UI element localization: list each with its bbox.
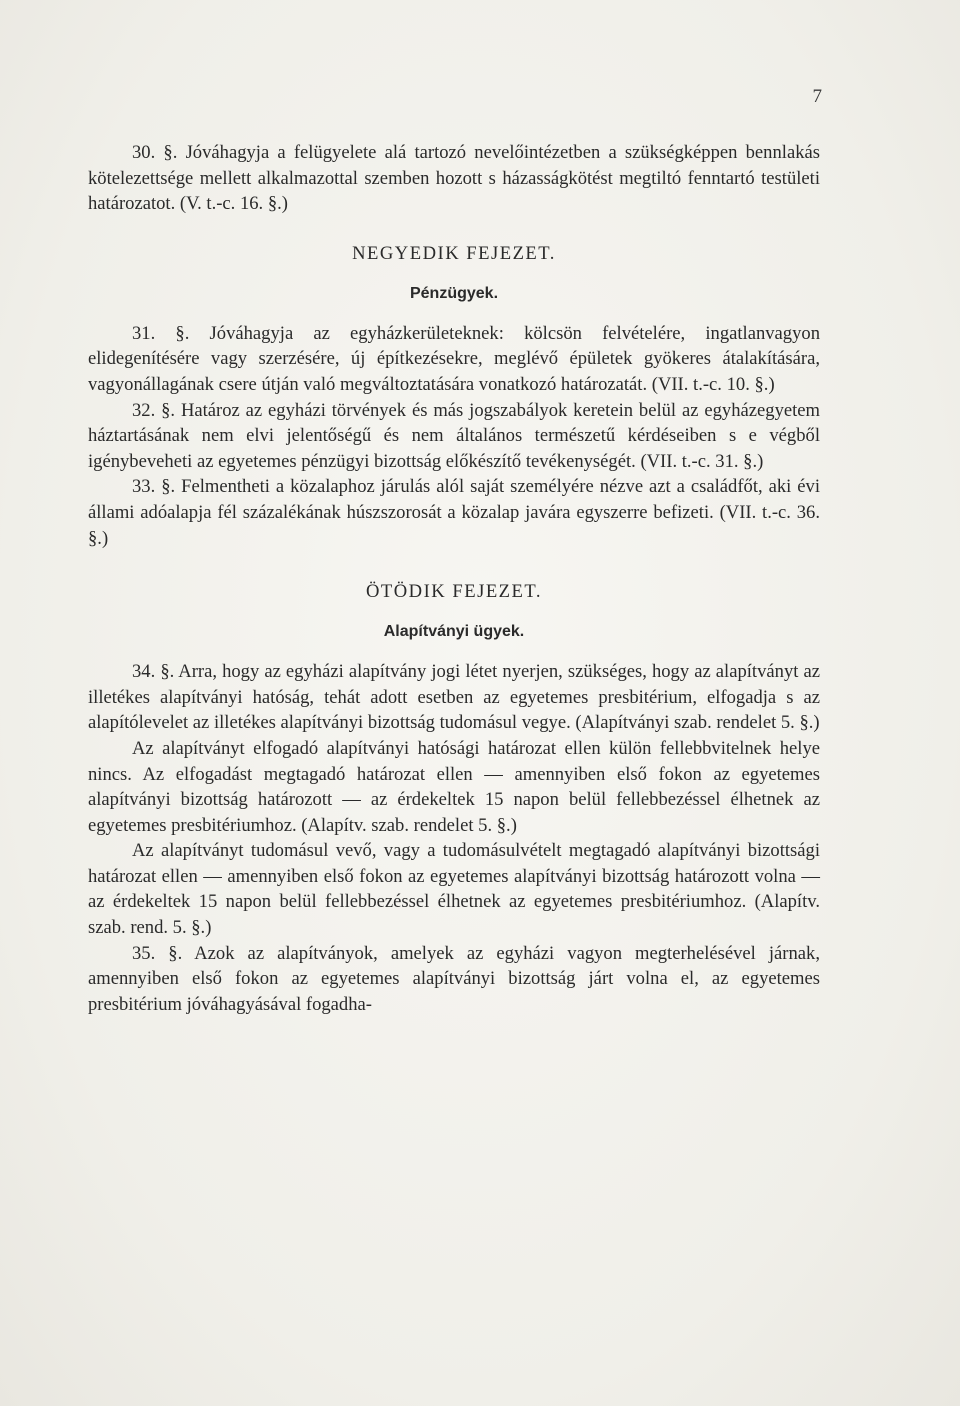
paragraph-32: 32. §. Határoz az egyházi törvények és más jogszabályok keretein belül az egyházegyetem háztartásának nem elvi jelentőségű és nem általános természetű kérdéseiben s e végből igénybeveheti az egyetemes pénzügyi bizottság előkészítő tevékenységét. (VII. t.-c. 31. §.) (88, 399, 820, 472)
paragraph-35: 35. §. Azok az alapítványok, amelyek az egyházi vagyon megterhelésével járnak, amennyiben első fokon az egyetemes alapítványi bizottság járt volna el, az egyetemes presbitérium jóváhagyásával fogadha- (88, 942, 820, 1015)
chapter-title-4: NEGYEDIK FEJEZET. (352, 242, 556, 264)
page-number: 7 (812, 86, 822, 107)
paragraph-31: 31. §. Jóváhagyja az egyházkerületeknek: kölcsön felvételére, ingatlanvagyon elidegenítésére vagy szerzésére, új építkezésekre, meglévő épületek gyökeres átalakítására, vagyonállagának csere útján való megváltoztatására vonatkozó határozatát. (VII. t.-c. 10. §.) (88, 322, 820, 395)
paragraph-34: 34. §. Arra, hogy az egyházi alapítvány jogi létet nyerjen, szükséges, hogy az alapítványt az illetékes alapítványi hatóság, tehát adott esetben az egyetemes presbitérium, elfogadja s az alapítólevelet az illetékes alapítványi bizottság tudomásul vegye. (Alapítványi szab. rendelet 5. §.) (88, 661, 820, 734)
paragraph-34-acknowledgement: Az alapítványt tudomásul vevő, vagy a tudomásulvételt megtagadó alapítványi bizottsági határozat ellen — amennyiben első fokon az egyetemes alapítványi bizottság határozott volna — az érdekeltek 15 napon belül fellebbezéssel élhetnek az egyetemes presbitériumhoz. (Alapítv. szab. rend. 5. §.) (88, 840, 820, 939)
chapter-subtitle-5: Alapítványi ügyek. (383, 623, 525, 641)
chapter-subtitle-4: Pénzügyek. (409, 284, 499, 302)
paragraph-33: 33. §. Felmentheti a közalaphoz járulás alól saját személyére nézve azt a családfőt, aki évi állami adóalapja fél százalékának húszszorosát a közalap javára egyszerre befizeti. (VII. t.-c. 36. §.) (88, 476, 820, 549)
paragraph-30: 30. §. Jóváhagyja a felügyelete alá tartozó nevelőintézetben a szükségképpen bennlakás kötelezettsége mellett alkalmazottal szemben hozott s házasságkötést megtiltó fenntartó testületi határozatot. (V. t.-c. 16. §.) (88, 142, 820, 215)
page-content (88, 140, 820, 1017)
paragraph-34-appeal: Az alapítványt elfogadó alapítványi hatósági határozat ellen külön fellebbvitelnek helye nincs. Az elfogadást megtagadó határozat ellen — amennyiben első fokon az egyetemes alapítványi bizottság határozott — az érdekeltek 15 napon belül fellebbezéssel élhetnek az egyetemes presbitériumhoz. (Alapítv. szab. rendelet 5. §.) (88, 737, 820, 836)
chapter-title-5: ÖTÖDIK FEJEZET. (365, 581, 543, 603)
